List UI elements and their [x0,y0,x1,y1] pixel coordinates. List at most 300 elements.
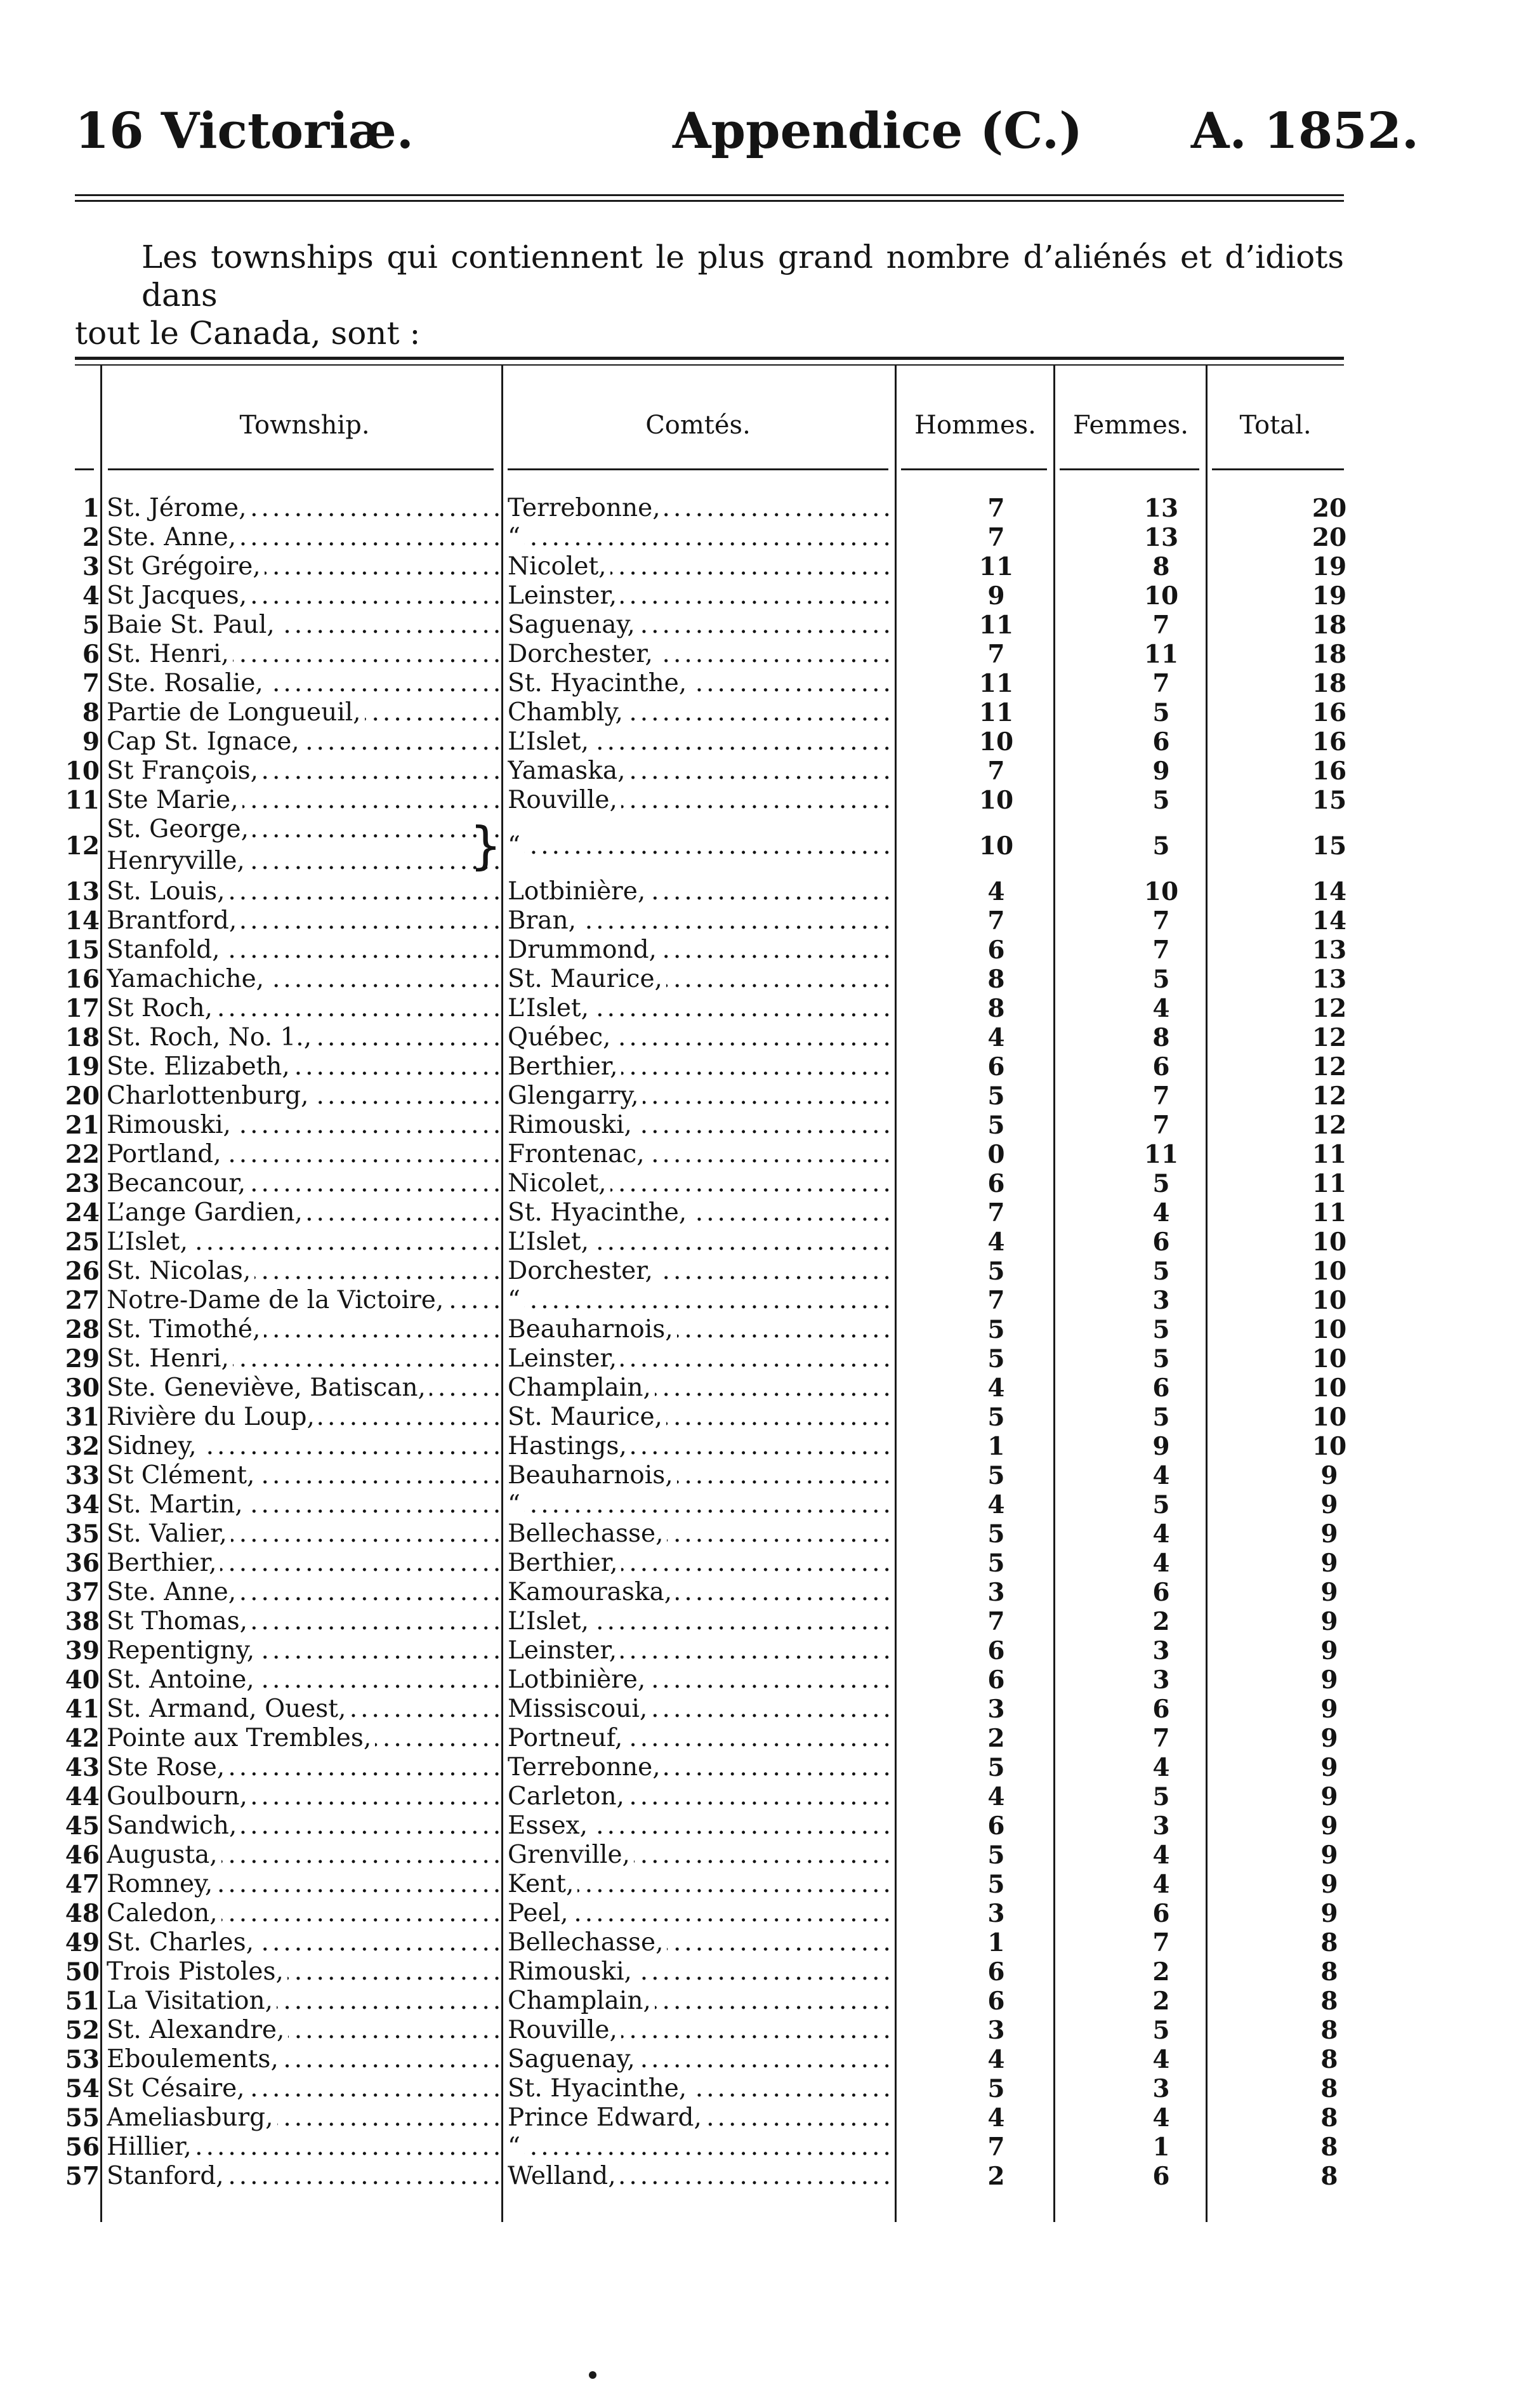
comte-name [508,906,895,936]
township-name [107,581,500,611]
township-name-text: St. Henri, [107,640,233,668]
table-row [0,1607,1514,1636]
hommes-value: 7 [987,523,1005,552]
township-name-text: St. Roch, No. 1., [107,1023,315,1052]
running-header-right: A. 1852. [1190,102,1419,160]
total-value: 11 [1312,1198,1347,1227]
total-value: 10 [1312,1432,1347,1461]
row-number: 56 [65,2133,100,2162]
total-value: 12 [1312,994,1347,1023]
table-row [0,1315,1514,1344]
row-number: 24 [65,1198,100,1227]
township-name-text: Partie de Longueuil, [107,698,365,727]
hommes-value: 11 [978,611,1014,640]
hommes-value: 3 [987,2016,1005,2045]
total-value: 16 [1312,698,1347,727]
table-row [0,1636,1514,1665]
table-row [0,1111,1514,1140]
comte-name [508,727,895,757]
femmes-value: 4 [1152,1841,1170,1870]
township-name [107,1461,500,1490]
comte-name-text: Rimouski, [508,1111,636,1139]
township-name-text: L’ange Gardien, [107,1198,306,1227]
township-name [107,1928,500,1957]
comte-name-text: Glengarry, [508,1082,643,1110]
township-name [107,1286,500,1315]
row-number: 42 [65,1724,100,1753]
table-row [0,494,1514,523]
hommes-value: 7 [987,494,1005,523]
comte-name [508,1023,895,1052]
township-name-text: St Roch, [107,994,216,1022]
comte-name-text: Nicolet, [508,552,610,581]
row-number: 55 [65,2103,100,2133]
comte-name-text: “ [508,2133,524,2161]
hommes-value: 5 [987,1315,1005,1344]
table-row [0,1169,1514,1198]
comte-name-text: Lotbinière, [508,1665,649,1694]
township-name-text: Ste Marie, [107,786,242,814]
comte-name [508,1695,895,1724]
femmes-value: 5 [1152,1490,1170,1519]
hommes-value: 10 [978,727,1014,757]
femmes-value: 3 [1152,2074,1170,2103]
femmes-value: 7 [1152,906,1170,936]
row-number: 5 [82,611,100,640]
township-name [107,2103,500,2133]
township-name [107,1782,500,1811]
table-row [0,1227,1514,1257]
table-row [0,1286,1514,1315]
table-row [0,2016,1514,2045]
comte-name [508,1315,895,1344]
township-name-text: Portland, [107,1140,225,1168]
township-name-text: St. Charles, [107,1928,258,1957]
township-name [107,1023,500,1052]
township-name-secondary-text: Henryville, [107,847,249,875]
total-value: 15 [1312,786,1347,815]
township-name-text: Stanford, [107,2162,228,2190]
table-row [0,1490,1514,1519]
total-value: 20 [1312,523,1347,552]
header-separator [75,468,94,470]
township-name-text: Yamachiche, [107,965,268,993]
femmes-value: 7 [1152,1724,1170,1753]
femmes-value: 4 [1152,1519,1170,1549]
row-number: 11 [65,786,100,815]
hommes-value: 3 [987,1578,1005,1607]
comte-name [508,1373,895,1403]
comte-name [508,494,895,523]
total-value: 10 [1312,1227,1347,1257]
femmes-value: 1 [1152,2133,1170,2162]
total-value: 9 [1320,1753,1338,1782]
township-name-text: L’Islet, [107,1227,192,1256]
hommes-value: 5 [987,1344,1005,1373]
hommes-value: 11 [978,552,1014,581]
row-number: 21 [65,1111,100,1140]
township-name [107,965,500,994]
comte-name-text: Champlain, [508,1373,655,1402]
township-name-text: Notre-Dame de la Victoire, [107,1286,447,1314]
comte-name-text: Berthier, [508,1052,621,1081]
row-number: 40 [65,1665,100,1695]
comte-name [508,1227,895,1257]
township-name-text: Ste. Geneviève, Batiscan, [107,1373,430,1402]
row-number: 49 [65,1928,100,1957]
femmes-value: 6 [1152,2162,1170,2191]
total-value: 9 [1320,1724,1338,1753]
femmes-value: 5 [1152,698,1170,727]
total-value: 9 [1320,1695,1338,1724]
comte-name [508,1928,895,1957]
table-row [0,1082,1514,1111]
comte-name-text: Yamaska, [508,757,629,785]
comte-name-text: Grenville, [508,1841,634,1869]
row-number: 35 [65,1519,100,1549]
row-number: 7 [82,669,100,698]
comte-name [508,2133,895,2162]
hommes-value: 5 [987,1461,1005,1490]
row-number: 51 [65,1987,100,2016]
comte-name-text: Terrebonne, [508,1753,664,1782]
row-number: 36 [65,1549,100,1578]
township-name-text: Goulbourn, [107,1782,251,1811]
femmes-value: 11 [1143,640,1179,669]
township-name [107,994,500,1023]
comte-name [508,1549,895,1578]
row-number: 34 [65,1490,100,1519]
comte-name-text: St. Hyacinthe, [508,1198,690,1227]
township-name-text: Pointe aux Trembles, [107,1724,375,1752]
comte-name-text: Beauharnois, [508,1315,677,1344]
brace-glyph: } [470,816,502,875]
hommes-value: 7 [987,906,1005,936]
intro-line-1: Les townships qui contiennent le plus grand nombre d’aliénés et d’idiots dans [142,239,1344,314]
township-name-text: St. George, [107,815,253,843]
total-value: 18 [1312,669,1347,698]
township-name-text: Eboulements, [107,2045,282,2074]
total-value: 9 [1320,1665,1338,1695]
hommes-value: 5 [987,2074,1005,2103]
township-name-text: St Jacques, [107,581,251,610]
township-name [107,494,500,523]
comte-name-text: Carleton, [508,1782,628,1811]
comte-name [508,2162,895,2191]
femmes-value: 5 [1152,1257,1170,1286]
table-row [0,1928,1514,1957]
comte-name [508,1636,895,1665]
comte-name-text: Bran, [508,906,580,935]
table-row [0,815,1514,877]
total-value: 9 [1320,1811,1338,1841]
femmes-value: 9 [1152,757,1170,786]
table-row [0,786,1514,815]
table-row [0,877,1514,906]
township-name-text: St. Antoine, [107,1665,258,1694]
township-name-text: St. Jérome, [107,494,250,522]
table-top-rule [75,357,1344,366]
table-row [0,1549,1514,1578]
femmes-value: 7 [1152,669,1170,698]
total-value: 18 [1312,611,1347,640]
row-number: 13 [65,877,100,906]
hommes-value: 11 [978,669,1014,698]
township-name-text: St. Valier, [107,1519,231,1548]
comte-name [508,1665,895,1695]
running-header-left: 16 Victoriæ. [75,102,414,160]
comte-name [508,786,895,815]
township-name-text: Brantford, [107,906,240,935]
row-number: 17 [65,994,100,1023]
total-value: 8 [1320,1987,1338,2016]
femmes-value: 3 [1152,1286,1170,1315]
township-name-text: St. Louis, [107,877,229,906]
comte-name [508,611,895,640]
table-row [0,2133,1514,2162]
running-header-center: Appendice (C.) [673,102,1083,160]
table-row [0,552,1514,581]
comte-name [508,2016,895,2045]
comte-name [508,1403,895,1432]
township-name-text: St. Alexandre, [107,2016,288,2044]
total-value: 9 [1320,1607,1338,1636]
comte-name [508,1344,895,1373]
township-name-text: Sandwich, [107,1811,240,1840]
comte-name-text: Bellechasse, [508,1519,667,1548]
township-name [107,1082,500,1111]
township-name-text: Sidney, [107,1432,201,1460]
township-name [107,757,500,786]
table-body [0,494,1514,2191]
hommes-value: 7 [987,2133,1005,2162]
table-row [0,523,1514,552]
township-name [107,698,500,727]
comte-name-text: L’Islet, [508,727,593,756]
township-name-text: Trois Pistoles, [107,1957,287,1986]
table-row [0,757,1514,786]
township-name-text: Berthier, [107,1549,220,1577]
hommes-value: 4 [987,2103,1005,2133]
total-value: 12 [1312,1082,1347,1111]
township-name [107,1987,500,2016]
total-value: 11 [1312,1169,1347,1198]
table-row [0,906,1514,936]
total-value: 19 [1312,581,1347,611]
row-number: 57 [65,2162,100,2191]
table-row [0,1578,1514,1607]
township-name [107,1695,500,1724]
row-number: 47 [65,1870,100,1899]
comte-name [508,831,895,861]
comte-name-text: Rouville, [508,786,621,814]
township-name [107,640,500,669]
township-name [107,2045,500,2074]
total-value: 9 [1320,1490,1338,1519]
table-row [0,994,1514,1023]
hommes-value: 6 [987,936,1005,965]
township-name-secondary [107,847,500,876]
row-number: 48 [65,1899,100,1928]
comte-name-text: Leinster, [508,1636,621,1665]
township-name-text: St François, [107,757,262,785]
row-number: 29 [65,1344,100,1373]
total-value: 10 [1312,1373,1347,1403]
township-name-text: Ste. Anne, [107,1578,240,1606]
femmes-value: 3 [1152,1811,1170,1841]
table-row [0,669,1514,698]
row-number: 25 [65,1227,100,1257]
femmes-value: 6 [1152,1578,1170,1607]
femmes-value: 5 [1152,965,1170,994]
total-value: 10 [1312,1344,1347,1373]
table-row [0,1665,1514,1695]
hommes-value: 6 [987,1169,1005,1198]
femmes-value: 4 [1152,1549,1170,1578]
row-number: 39 [65,1636,100,1665]
comte-name-text: Prince Edward, [508,2103,706,2132]
total-value: 16 [1312,727,1347,757]
township-name [107,1373,500,1403]
hommes-value: 5 [987,1549,1005,1578]
total-value: 9 [1320,1549,1338,1578]
total-value: 8 [1320,2045,1338,2074]
header-separator [1212,468,1344,470]
township-name-text: Rivière du Loup, [107,1403,319,1431]
comte-name [508,1169,895,1198]
table-row [0,1811,1514,1841]
township-name [107,1753,500,1782]
page-mark-dot [589,2371,596,2379]
hommes-value: 4 [987,1490,1005,1519]
township-name [107,1899,500,1928]
row-number: 33 [65,1461,100,1490]
comte-name [508,1957,895,1987]
comte-name-text: “ [508,831,524,860]
hommes-value: 4 [987,1782,1005,1811]
femmes-value: 5 [1152,1403,1170,1432]
femmes-value: 5 [1152,1344,1170,1373]
hommes-value: 5 [987,1753,1005,1782]
total-value: 12 [1312,1023,1347,1052]
total-value: 8 [1320,2133,1338,2162]
township-name [107,1198,500,1227]
total-value: 10 [1312,1257,1347,1286]
township-name [107,906,500,936]
comte-name-text: Leinster, [508,581,621,610]
femmes-value: 2 [1152,1957,1170,1987]
township-name [107,1432,500,1461]
township-name-text: Ameliasburg, [107,2103,277,2132]
comte-name-text: Chambly, [508,698,627,727]
table-row [0,2103,1514,2133]
femmes-value: 6 [1152,1899,1170,1928]
header-separator [1060,468,1199,470]
total-value: 9 [1320,1870,1338,1899]
hommes-value: 4 [987,877,1005,906]
comte-name [508,640,895,669]
table-row [0,1695,1514,1724]
femmes-value: 7 [1152,1928,1170,1957]
table-row [0,936,1514,965]
total-value: 8 [1320,2074,1338,2103]
femmes-value: 5 [1152,786,1170,815]
township-name [107,1227,500,1257]
column-header-hommes: Hommes. [914,411,1036,440]
row-number: 12 [65,831,100,861]
femmes-value: 6 [1152,1052,1170,1082]
township-name [107,1344,500,1373]
total-value: 9 [1320,1841,1338,1870]
total-value: 8 [1320,2162,1338,2191]
table-row [0,965,1514,994]
township-name [107,1841,500,1870]
hommes-value: 6 [987,1811,1005,1841]
row-number: 1 [82,494,100,523]
comte-name [508,1111,895,1140]
township-name-text: Ste. Rosalie, [107,669,267,698]
township-name [107,1636,500,1665]
header-separator [108,468,494,470]
femmes-value: 5 [1152,1782,1170,1811]
comte-name [508,1140,895,1169]
table-row [0,1753,1514,1782]
row-number: 44 [65,1782,100,1811]
intro-line-2: tout le Canada, sont : [75,315,421,352]
township-name-text: St. Timothé, [107,1315,264,1344]
township-name [107,1490,500,1519]
comte-name [508,523,895,552]
total-value: 13 [1312,936,1347,965]
comte-name [508,1578,895,1607]
township-name [107,877,500,906]
comte-name [508,581,895,611]
femmes-value: 9 [1152,1432,1170,1461]
table-row [0,1899,1514,1928]
comte-name-text: Hastings, [508,1432,631,1460]
femmes-value: 6 [1152,1695,1170,1724]
hommes-value: 10 [978,786,1014,815]
row-number: 15 [65,936,100,965]
comte-name-text: Kamouraska, [508,1578,676,1606]
femmes-value: 4 [1152,994,1170,1023]
comte-name-text: “ [508,1490,524,1519]
hommes-value: 5 [987,1257,1005,1286]
total-value: 12 [1312,1052,1347,1082]
comte-name-text: St. Hyacinthe, [508,2074,690,2103]
township-name-text: Ste Rose, [107,1753,228,1782]
hommes-value: 7 [987,1286,1005,1315]
hommes-value: 5 [987,1841,1005,1870]
comte-name-text: Saguenay, [508,2045,639,2074]
hommes-value: 2 [987,1724,1005,1753]
row-number: 43 [65,1753,100,1782]
total-value: 20 [1312,494,1347,523]
comte-name-text: Dorchester, [508,1257,657,1285]
row-number: 41 [65,1695,100,1724]
column-header-femmes: Femmes. [1072,411,1188,440]
township-name [107,1315,500,1344]
femmes-value: 6 [1152,727,1170,757]
hommes-value: 8 [987,965,1005,994]
hommes-value: 6 [987,1987,1005,2016]
township-name [107,1257,500,1286]
total-value: 16 [1312,757,1347,786]
total-value: 8 [1320,2103,1338,2133]
comte-name-text: Welland, [508,2162,620,2190]
comte-name [508,1198,895,1227]
township-name-text: Charlottenburg, [107,1082,312,1110]
